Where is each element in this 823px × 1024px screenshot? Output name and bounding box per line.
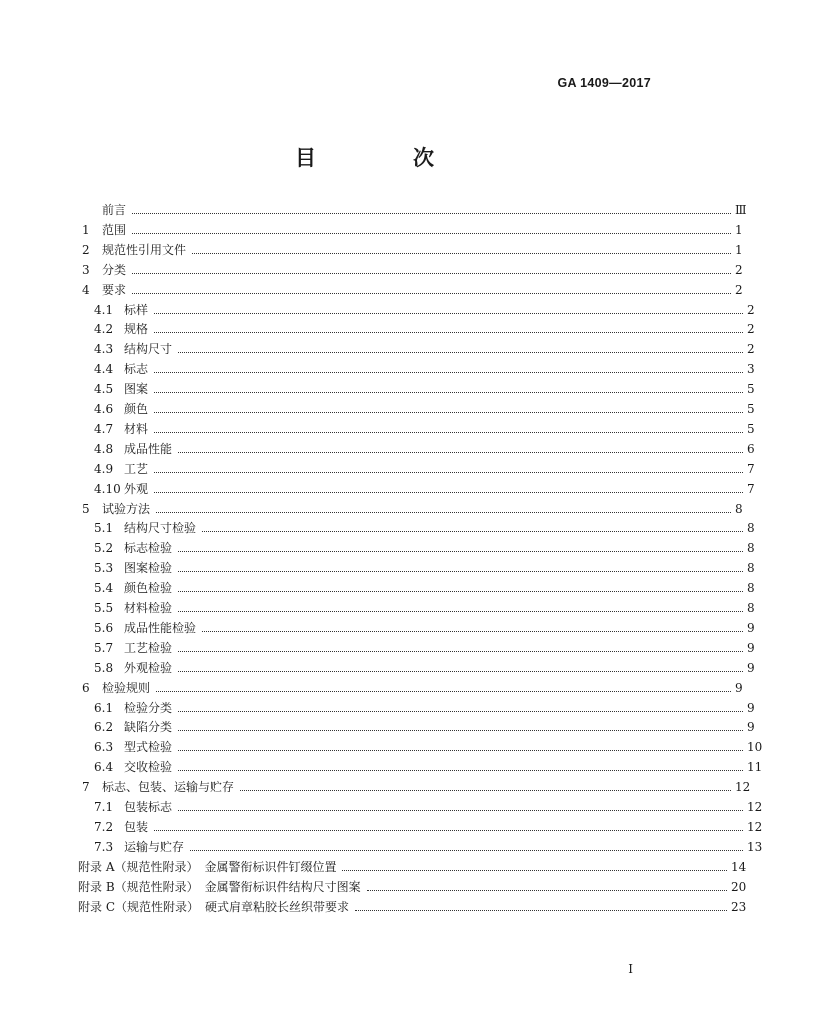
toc-entry-page: 10 [747,740,763,755]
toc-entry-number: 7.2 [94,819,114,834]
toc-entry[interactable] [0,615,823,635]
toc-entry-title: 结构尺寸 [124,342,173,357]
toc-entry-title: 附录 B（规范性附录） 金属警衔标识件结构尺寸图案 [78,879,361,894]
toc-entry[interactable] [0,277,811,297]
dot-leader [178,711,743,712]
dot-leader [154,392,743,393]
toc-entry-title: 前言 [102,203,127,217]
toc-entry-page: 6 [747,441,755,456]
toc-entry-lead [94,701,172,715]
toc-entry-title: 要求 [102,282,127,297]
dot-leader [178,810,743,811]
toc-entry[interactable] [0,655,823,675]
toc-entry-page: 1 [735,222,743,237]
dot-leader [156,512,731,513]
toc-entry-number: 4.5 [94,382,114,397]
toc-entry-number: 7.1 [94,800,114,814]
toc-entry[interactable] [0,595,823,615]
toc-entry-number: 5.6 [94,620,114,635]
toc-entry[interactable] [0,515,823,535]
toc-entry-lead [82,283,126,297]
toc-entry-page: 11 [747,760,763,775]
toc-entry[interactable] [0,834,823,854]
dot-leader [154,492,743,493]
standard-code: GA 1409—2017 [557,76,651,90]
toc-entry-page: 20 [731,879,747,894]
dot-leader [202,631,743,632]
dot-leader [154,313,743,314]
toc-entry-lead [94,661,172,675]
toc-entry[interactable] [0,476,823,496]
toc-entry-page: Ⅲ [735,203,747,217]
toc-entry[interactable] [0,297,823,317]
toc-entry-lead [94,800,172,814]
toc-entry-page: 2 [747,322,755,337]
toc-entry-page: 8 [747,541,755,556]
toc-entry[interactable] [0,714,823,734]
toc-entry-number: 6.4 [94,760,114,775]
toc-entry-page: 8 [735,501,743,516]
toc-entry-number: 5.5 [94,601,114,615]
toc-entry[interactable] [0,496,811,516]
toc-entry-page: 9 [747,700,755,715]
toc-entry-page: 9 [747,620,755,635]
toc-entry-lead [94,362,148,376]
toc-entry-lead [94,462,148,476]
toc-entry[interactable] [0,356,823,376]
toc-entry-page: 7 [747,461,755,476]
dot-leader [178,591,743,592]
toc-entry-number: 4.2 [94,322,114,337]
toc-entry[interactable] [0,874,807,894]
dot-leader [156,691,731,692]
dot-leader [178,651,743,652]
toc-entry-title: 包装 [124,819,149,834]
toc-entry-title: 图案 [124,382,149,397]
dot-leader [154,472,743,473]
toc-entry[interactable] [0,854,807,874]
toc-entry-lead [94,840,184,854]
toc-entry-number: 6 [82,680,90,695]
toc-entry-title: 检验规则 [102,680,151,695]
dot-leader [342,870,727,871]
toc-entry-page: 2 [735,282,743,297]
toc-entry[interactable] [0,774,811,794]
dot-leader [202,531,743,532]
toc-entry-number: 4.6 [94,402,114,416]
toc-entry[interactable] [0,316,823,336]
toc-entry-title: 标样 [124,302,149,317]
toc-entry-number: 4.10 [94,481,121,496]
dot-leader [132,233,731,234]
toc-entry-lead [82,223,126,237]
toc-entry-lead [94,342,172,356]
toc-entry-page: 8 [747,601,755,615]
toc-entry-number: 5.1 [94,521,114,536]
toc-entry-page: 5 [747,382,755,397]
dot-leader [178,730,743,731]
toc-entry-number: 7 [82,780,90,795]
toc-entry[interactable] [0,635,823,655]
toc-entry-number: 4.9 [94,461,114,476]
toc-entry-number: 6.2 [94,720,114,735]
dot-leader [178,770,743,771]
toc-entry-number: 5.2 [94,541,114,556]
toc-entry-number: 5.3 [94,561,114,576]
toc-entry-title: 材料 [124,421,149,436]
toc-entry-title: 标志、包装、运输与贮存 [102,780,235,795]
toc-entry-title: 缺陷分类 [124,720,173,735]
toc-entry-page: 12 [747,819,763,834]
toc-entry-lead [82,243,186,257]
toc-entry-page: 9 [747,720,755,735]
toc-entry[interactable] [0,675,811,695]
toc-entry-title: 交收检验 [124,760,173,775]
toc-entry-title: 分类 [102,262,127,277]
toc-entry-number: 1 [82,222,90,237]
toc-entry[interactable] [0,416,823,436]
dot-leader [132,213,731,214]
toc-entry-page: 14 [731,859,747,874]
toc-entry-title: 成品性能检验 [124,620,197,635]
toc-entry-lead [94,541,172,555]
toc-entry-title: 颜色检验 [124,581,173,596]
dot-leader [154,432,743,433]
toc-entry-number: 5.4 [94,581,114,596]
dot-leader [355,910,727,911]
toc-entry-page: 8 [747,561,755,576]
toc-entry-lead [94,561,172,575]
toc-entry-number: 5.8 [94,660,114,675]
toc-entry-title: 包装标志 [124,800,173,814]
toc-entry[interactable] [0,794,823,814]
toc-entry-title: 工艺 [124,461,149,476]
toc-entry-lead [94,382,148,396]
toc-entry-page: 12 [735,780,751,795]
toc-entry-number: 3 [82,262,90,277]
toc-entry[interactable] [0,396,823,416]
toc-entry-page: 23 [731,899,747,914]
toc-entry-lead [94,482,148,496]
toc-entry-page: 5 [747,421,755,436]
dot-leader [178,571,743,572]
toc-entry-lead [94,521,196,535]
toc-entry[interactable] [0,695,823,715]
toc-entry[interactable] [0,535,823,555]
toc-entry-lead [94,621,196,635]
toc-entry[interactable] [0,376,823,396]
dot-leader [190,850,743,851]
toc-entry-page: 1 [735,242,743,257]
toc-entry-page: 13 [747,839,763,854]
toc-entry[interactable] [0,555,823,575]
toc-entry-title: 成品性能 [124,441,173,456]
dot-leader [154,332,743,333]
toc-entry-title: 图案检验 [124,561,173,576]
dot-leader [154,830,743,831]
toc-entry-lead [94,760,172,774]
toc-entry-page: 2 [735,262,743,277]
toc-entry-number: 4.7 [94,421,114,436]
toc-entry-lead [82,263,126,277]
toc-entry-title: 规格 [124,322,149,337]
toc-entry-page: 9 [747,640,755,655]
dot-leader [132,273,731,274]
toc-entry-lead [78,900,349,914]
toc-entry[interactable] [0,575,823,595]
toc-entry-lead [94,322,148,336]
toc-entry-number: 6.1 [94,700,114,715]
toc-entry-title: 范围 [102,222,127,237]
toc-entry-lead [78,860,336,874]
dot-leader [240,790,731,791]
toc-entry-page: 2 [747,302,755,317]
toc-entry-number: 6.3 [94,740,114,755]
toc-entry-title: 工艺检验 [124,640,173,655]
toc-entry-title: 标志检验 [124,541,173,556]
toc-entry-lead [94,720,172,734]
toc-entry[interactable] [0,217,811,237]
toc-entry[interactable] [0,894,807,914]
toc-entry-lead [94,641,172,655]
dot-leader [367,890,727,891]
toc-entry-lead [94,422,148,436]
toc-entry-title: 附录 A（规范性附录） 金属警衔标识件钉缀位置 [78,859,337,874]
toc-entry[interactable] [0,754,823,774]
page-number: I [628,962,633,976]
dot-leader [178,611,743,612]
toc-entry-page: 8 [747,581,755,596]
toc-entry-page: 12 [747,800,763,814]
toc-entry-lead [94,402,148,416]
toc-entry[interactable] [0,814,823,834]
toc-entry-title: 运输与贮存 [124,839,185,854]
toc-entry[interactable] [0,456,823,476]
toc-entry-lead [78,880,361,894]
page-title: 目 次 [295,145,472,170]
toc-entry-lead [82,502,150,516]
toc-entry-title: 检验分类 [124,700,173,715]
toc-entry-lead [94,442,172,456]
toc-entry-number: 4 [82,282,90,297]
toc-entry[interactable] [0,237,811,257]
toc-entry[interactable] [0,734,823,754]
toc-entry-title: 外观 [124,481,149,496]
dot-leader [154,372,743,373]
toc-entry-number: 7.3 [94,839,114,854]
dot-leader [178,750,743,751]
toc-entry-lead [94,601,172,615]
toc-entry-number: 4.4 [94,362,114,377]
dot-leader [178,671,743,672]
toc-entry-number: 5.7 [94,640,114,655]
toc-entry[interactable] [0,436,823,456]
toc-entry-title: 附录 C（规范性附录） 硬式肩章粘胶长丝织带要求 [78,899,349,914]
dot-leader [178,452,743,453]
toc-entry-page: 8 [747,521,755,536]
dot-leader [192,253,731,254]
toc-entry-lead [94,820,148,834]
dot-leader [154,412,743,413]
dot-leader [178,551,743,552]
toc-entry-title: 材料检验 [124,601,173,615]
dot-leader [132,293,731,294]
toc-entry[interactable] [0,197,811,217]
dot-leader [178,352,743,353]
toc-entry-lead [94,740,172,754]
toc-entry-lead [82,681,150,695]
toc-entry-lead [82,203,126,217]
toc-entry-title: 颜色 [124,402,149,416]
toc-entry-title: 结构尺寸检验 [124,521,197,536]
toc-entry-number: 4.1 [94,302,114,317]
toc-entry-lead [82,780,234,794]
toc-entry-page: 5 [747,402,755,416]
toc-entry-number: 4.3 [94,342,114,357]
toc-entry-page: 2 [747,342,755,357]
toc-entry-number: 4.8 [94,441,114,456]
toc-entry-title: 试验方法 [102,501,151,516]
toc-entry-lead [94,303,148,317]
toc-entry-page: 7 [747,481,755,496]
toc-entry-title: 规范性引用文件 [102,242,187,257]
toc-entry-number: 2 [82,242,90,257]
toc-entry-page: 9 [747,660,755,675]
toc-entry-number: 5 [82,501,90,516]
toc-entry-page: 3 [747,362,755,377]
toc-entry-title: 型式检验 [124,740,173,755]
toc-entry-lead [94,581,172,595]
toc-entry-page: 9 [735,680,743,695]
toc-entry-title: 外观检验 [124,660,173,675]
toc-entry[interactable] [0,257,811,277]
toc-entry[interactable] [0,336,823,356]
toc-entry-title: 标志 [124,362,149,377]
